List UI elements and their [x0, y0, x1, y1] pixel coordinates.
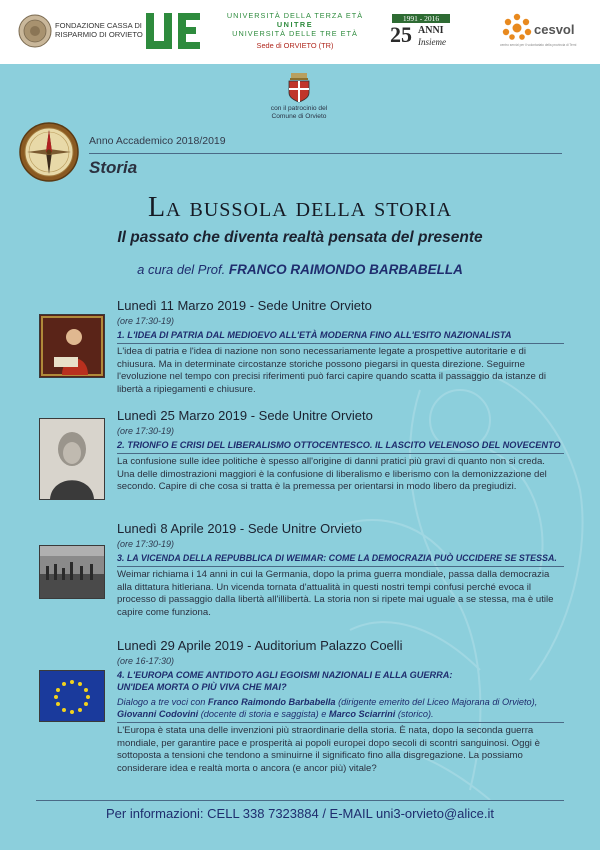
- cesvol-tagline: centro servizi per il volontariato della provincia di Terni: [500, 43, 577, 47]
- speaker3-role: (storico).: [395, 709, 434, 720]
- anniversary-insieme: Insieme: [418, 37, 446, 47]
- curator-prefix: a cura del Prof.: [137, 262, 226, 277]
- foundation-line2: RISPARMIO DI ORVIETO: [55, 30, 143, 39]
- subject-label: Storia: [89, 158, 138, 177]
- foundation-seal-icon: [18, 14, 52, 48]
- anniversary-years: 1991 - 2016: [392, 14, 450, 23]
- event2-rule: [117, 453, 564, 454]
- unitre-line3: UNIVERSITÀ DELLE TRE ETÀ: [232, 29, 358, 39]
- speaker2-name: Giovanni Codovini: [117, 709, 199, 720]
- comune-crest-icon: [287, 73, 311, 103]
- speaker1-name: Franco Raimondo Barbabella: [207, 697, 336, 707]
- unitre-line4: Sede di ORVIETO (TR): [256, 40, 334, 50]
- event4-thumbnail: [39, 670, 105, 722]
- event2-subtitle: 2. TRIONFO E CRISI DEL LIBERALISMO OTTOCENTESCO. IL LASCITO VELENOSO DEL NOVECENTO: [117, 440, 561, 450]
- event3-rule: [117, 566, 564, 567]
- speaker2-role: (docente di storia e saggista) e: [198, 709, 329, 720]
- unitre-line1: UNIVERSITÀ DELLA TERZA ETÀ: [226, 11, 364, 20]
- footer-rule: [36, 800, 564, 801]
- eu-flag-icon: [40, 671, 104, 721]
- event2-thumbnail: [39, 418, 105, 500]
- event3-body: Weimar richiama i 14 anni in cui la Germania, dopo la prima guerra mondiale, passa dalla democrazia alla dittatura hitleriana. Un vicenda tornata d'attualità in questi nostri tempi confusi perché evoca il processo di passaggio dalla libertà all'illibertà. La storia non si ripete mai uguale a se stessa, ma è utile capire come funziona.: [117, 569, 554, 618]
- event4-body: L'Europa è stata una delle invenzioni più straordinarie della storia. È nata, dopo la seconda guerra mondiale, per garantire pace e prosperità ai popoli europei dopo secoli di scontri sanguinosi. Oggi è sottoposta a tensioni che tendono a sminuirne il significato fino alla disgregazione. La possiamo considerare idea e realtà morta o ancora (e ancor più) vitale?: [117, 725, 540, 774]
- main-subtitle: Il passato che diventa realtà pensata del presente: [117, 229, 483, 246]
- event4-title: Lunedì 29 Aprile 2019 - Auditorium Palazzo Coelli: [117, 638, 403, 653]
- speaker1-role: (dirigente emerito del Liceo Majorana di Orvieto),: [335, 697, 538, 707]
- patronage: [240, 105, 358, 121]
- unitre-line2: UNITRE: [276, 20, 314, 30]
- event1-rule: [117, 343, 564, 344]
- main-title: La bussola della storia: [147, 192, 453, 223]
- dialog-prefix: Dialogo a tre voci con: [117, 697, 208, 707]
- patronage-line1: con il patrocinio del: [270, 105, 328, 112]
- event1-body: L'idea di patria e l'idea di nazione non sono necessariamente legate a prospettive autoritarie e di chiusura. Ma in determinate circostanze storiche possono piegarsi in questa direzione. Seguirne l'evoluzione nel tempo con precisi riferimenti può farci capire quando scatta il passaggio da istanze di libertà a ripiegamenti e chiusure.: [117, 346, 546, 395]
- header-bar: [0, 0, 600, 64]
- event1-title: Lunedì 11 Marzo 2019 - Sede Unitre Orvieto: [117, 298, 372, 313]
- event3-subtitle: 3. LA VICENDA DELLA REPUBBLICA DI WEIMAR: COME LA DEMOCRAZIA PUÒ UCCIDERE SE STESSA.: [117, 553, 557, 563]
- footer-info: Per informazioni: CELL 338 7323884 / E-MAIL uni3-orvieto@alice.it: [106, 806, 494, 821]
- unitre-text: [210, 11, 380, 50]
- foundation-line1: FONDAZIONE CASSA DI: [55, 21, 142, 30]
- event1-thumbnail: [39, 314, 105, 378]
- curator-name: FRANCO RAIMONDO BARBABELLA: [228, 262, 463, 277]
- speaker3-name: Marco Sciarrini: [328, 709, 396, 720]
- compass-icon: [18, 121, 80, 183]
- event4-subtitle-line2: UN'IDEA MORTA O PIÙ VIVA CHE MAI?: [117, 682, 287, 692]
- foundation-name: [55, 21, 145, 39]
- event3-time: (ore 17:30-19): [117, 539, 175, 549]
- event4-dialog: [117, 696, 577, 720]
- event1-subtitle: 1. L'IDEA DI PATRIA DAL MEDIOEVO ALL'ETÀ MODERNA FINO ALL'ESITO NAZIONALISTA: [117, 330, 512, 340]
- event4-time: (ore 16-17:30): [117, 656, 175, 666]
- header-rule: [89, 153, 562, 154]
- academic-year: Anno Accademico 2018/2019: [89, 135, 226, 147]
- cesvol-name: cesvol: [534, 22, 575, 37]
- event1-time: (ore 17:30-19): [117, 316, 175, 326]
- anniversary-number: 25: [390, 22, 412, 47]
- event2-body: La confusione sulle idee politiche è spesso all'origine di danni pratici più gravi di quanto non si creda. Una delle dimostrazioni maggiori è la confusione di liberalismo e liberismo con la demonizzazione del secondo. Capire di che cosa si tratta è la premessa per orientarsi in modo libero da pregiudizi.: [117, 456, 547, 493]
- event4-rule: [117, 722, 564, 723]
- event4-subtitle-line1: 4. L'EUROPA COME ANTIDOTO AGLI EGOISMI NAZIONALI E ALLA GUERRA:: [117, 670, 453, 680]
- event2-title: Lunedì 25 Marzo 2019 - Sede Unitre Orvieto: [117, 408, 373, 423]
- event3-title: Lunedì 8 Aprile 2019 - Sede Unitre Orvieto: [117, 521, 362, 536]
- anniversary-logo: [390, 14, 454, 54]
- curator-line: [0, 262, 600, 277]
- anniversary-word: ANNI: [418, 25, 444, 36]
- cesvol-logo-icon: [502, 13, 532, 41]
- patronage-line2: Comune di Orvieto: [271, 113, 327, 120]
- event2-time: (ore 17:30-19): [117, 426, 175, 436]
- event3-thumbnail: [39, 545, 105, 599]
- unitre-logo-icon: [146, 13, 200, 51]
